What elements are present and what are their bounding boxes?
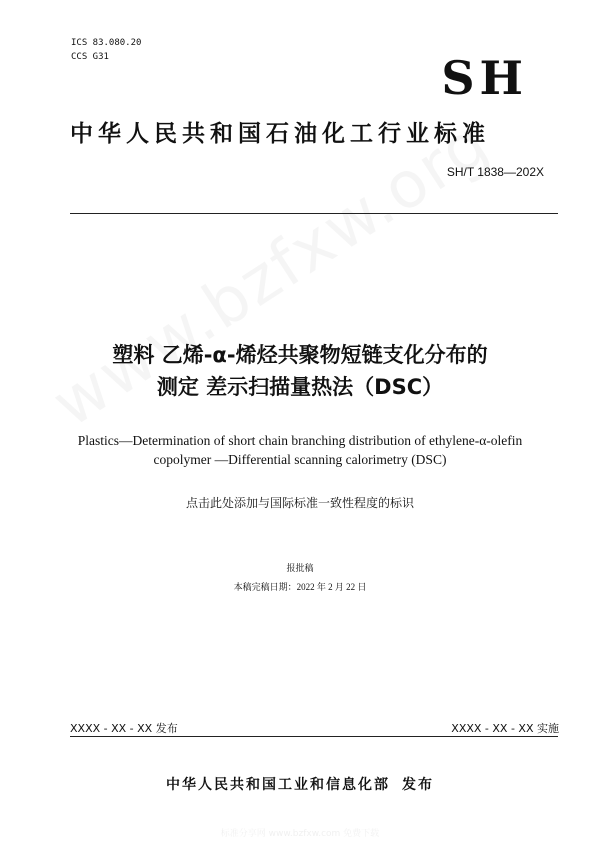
standard-logo: SH (441, 51, 528, 105)
draft-completion-date: 本稿完稿日期：2022 年 2 月 22 日 (233, 582, 367, 592)
consistency-note[interactable]: 点击此处添加与国际标准一致性程度的标识 (185, 496, 414, 510)
issuing-authority (40, 774, 560, 794)
footer-watermark: 标准分享网 www.bzfxw.com 免费下载 (220, 829, 380, 839)
ccs-code: CCS G31 (71, 52, 109, 62)
industry-standard-title: 中华人民共和国石油化工行业标准 (70, 121, 490, 147)
chinese-title-line-2: 测定 差示扫描量热法（DSC） (156, 375, 444, 399)
standard-number: SH/T 1838—202X (446, 165, 544, 179)
english-title (40, 431, 560, 469)
draft-status: 报批稿 (286, 564, 314, 574)
issue-date: XXXX - XX - XX 发布 (70, 722, 178, 735)
implementation-date: XXXX - XX - XX 实施 (451, 722, 559, 735)
classification-codes (71, 36, 141, 64)
english-title-line-2: copolymer —Differential scanning calorimetry (DSC) (153, 452, 447, 467)
header-divider (70, 213, 558, 214)
issuer-name: 中华人民共和国工业和信息化部 (166, 777, 390, 793)
ics-code: ICS 83.080.20 (71, 38, 142, 48)
issuer-action: 发布 (402, 777, 434, 793)
chinese-title (40, 339, 560, 403)
chinese-title-line-1: 塑料 乙烯-α-烯烃共聚物短链支化分布的 (112, 343, 488, 367)
english-title-line-1: Plastics—Determination of short chain branching distribution of ethylene-α-olefin (77, 433, 523, 448)
footer-divider (70, 736, 558, 737)
